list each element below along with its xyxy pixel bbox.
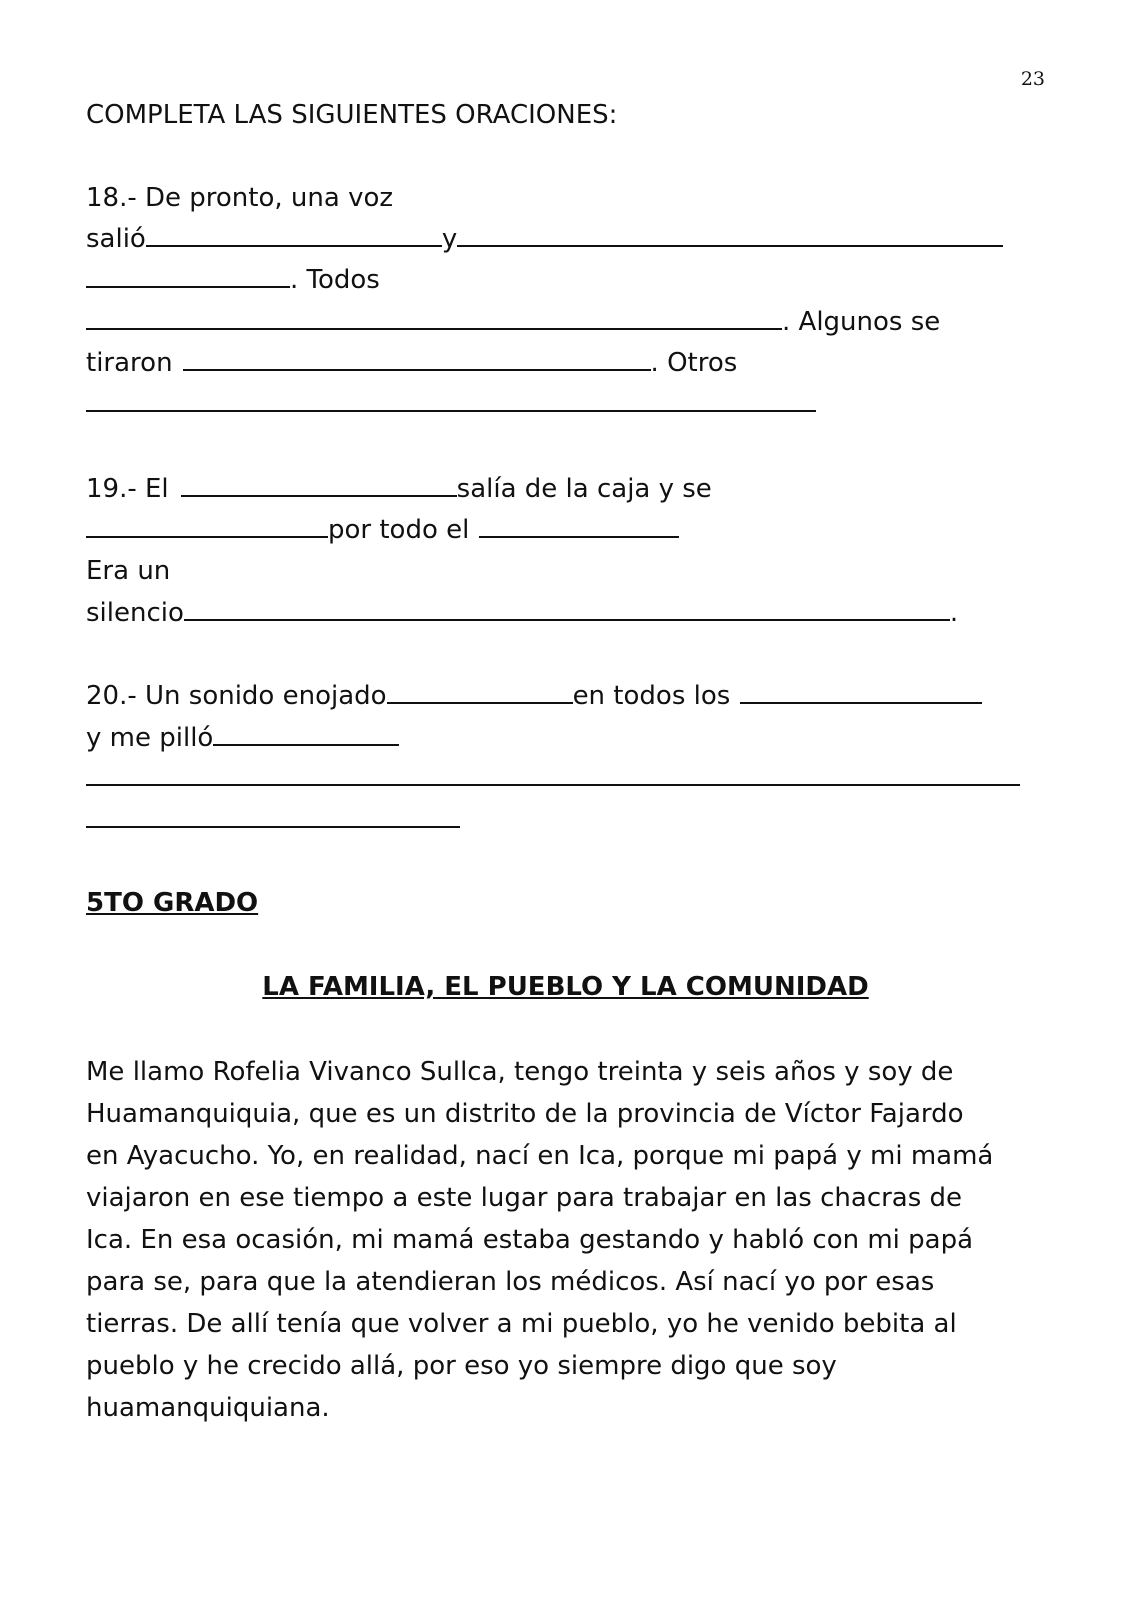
story-line: Ica. En esa ocasión, mi mamá estaba gestando y habló con mi papá [86, 1225, 974, 1255]
grade-heading: 5TO GRADO [86, 888, 259, 918]
answer-blank[interactable] [86, 804, 460, 828]
story-line: Huamanquiquia, que es un distrito de la provincia de Víctor Fajardo [86, 1099, 964, 1129]
answer-blank[interactable] [183, 347, 651, 371]
story-line: en Ayacucho. Yo, en realidad, nací en Ica, porque mi papá y mi mamá [86, 1141, 994, 1171]
q19-text-1a: 19.- El [86, 474, 169, 504]
answer-blank[interactable] [86, 388, 816, 412]
story-line: para se, para que la atendieran los médicos. Así nací yo por esas [86, 1267, 935, 1297]
q19-text-3: Era un [86, 556, 171, 586]
q19-line-1 [86, 472, 712, 506]
answer-blank[interactable] [213, 722, 399, 746]
answer-blank[interactable] [86, 514, 328, 538]
q19-text-1b: salía de la caja y se [456, 474, 712, 504]
answer-blank[interactable] [86, 264, 290, 288]
answer-blank[interactable] [86, 306, 782, 330]
q20-line-1 [86, 679, 982, 713]
q19-text-4a: silencio [86, 598, 184, 628]
answer-blank[interactable] [146, 223, 442, 247]
q20-text-1a: 20.- Un sonido enojado [86, 681, 387, 711]
answer-blank[interactable] [181, 473, 457, 497]
q20-line-3 [86, 762, 1020, 786]
q20-text-2a: y me pilló [86, 723, 214, 753]
answer-blank[interactable] [387, 680, 573, 704]
q20-text-1b: en todos los [572, 681, 731, 711]
q18-text-2b: y [441, 224, 458, 254]
answer-blank[interactable] [457, 223, 1003, 247]
answer-blank[interactable] [479, 514, 679, 538]
q19-text-4b: . [949, 598, 959, 628]
story-line: huamanquiquiana. [86, 1393, 330, 1423]
worksheet-instruction: COMPLETA LAS SIGUIENTES ORACIONES: [86, 100, 618, 130]
story-title: LA FAMILIA, EL PUEBLO Y LA COMUNIDAD [262, 972, 869, 1002]
q18-text-5a: tiraron [86, 348, 173, 378]
q18-line-5 [86, 346, 737, 380]
q19-text-2a: por todo el [328, 515, 470, 545]
answer-blank[interactable] [184, 597, 950, 621]
q18-text-2a: salió [86, 224, 146, 254]
q18-line-1 [86, 181, 393, 215]
q18-line-6 [86, 388, 816, 412]
story-line: pueblo y he crecido allá, por eso yo siempre digo que soy [86, 1351, 837, 1381]
q18-line-4 [86, 305, 940, 339]
story-line: viajaron en ese tiempo a este lugar para trabajar en las chacras de [86, 1183, 963, 1213]
q19-line-4 [86, 596, 958, 630]
q18-line-2 [86, 222, 1003, 256]
story-line: Me llamo Rofelia Vivanco Sullca, tengo treinta y seis años y soy de [86, 1057, 954, 1087]
answer-blank[interactable] [86, 762, 1020, 786]
answer-blank[interactable] [740, 680, 982, 704]
page-number: 23 [1020, 68, 1045, 90]
q18-text-3: . Todos [290, 265, 380, 295]
q19-line-2 [86, 513, 679, 547]
q18-line-3 [86, 263, 380, 297]
story-paragraph [86, 1051, 1046, 1429]
q20-line-2 [86, 721, 399, 755]
q18-text-5b: . Otros [650, 348, 738, 378]
q19-line-3 [86, 554, 170, 588]
story-line: tierras. De allí tenía que volver a mi pueblo, yo he venido bebita al [86, 1309, 957, 1339]
q20-line-4 [86, 804, 460, 828]
q18-text-1: 18.- De pronto, una voz [86, 183, 394, 213]
q18-text-4: . Algunos se [782, 307, 941, 337]
